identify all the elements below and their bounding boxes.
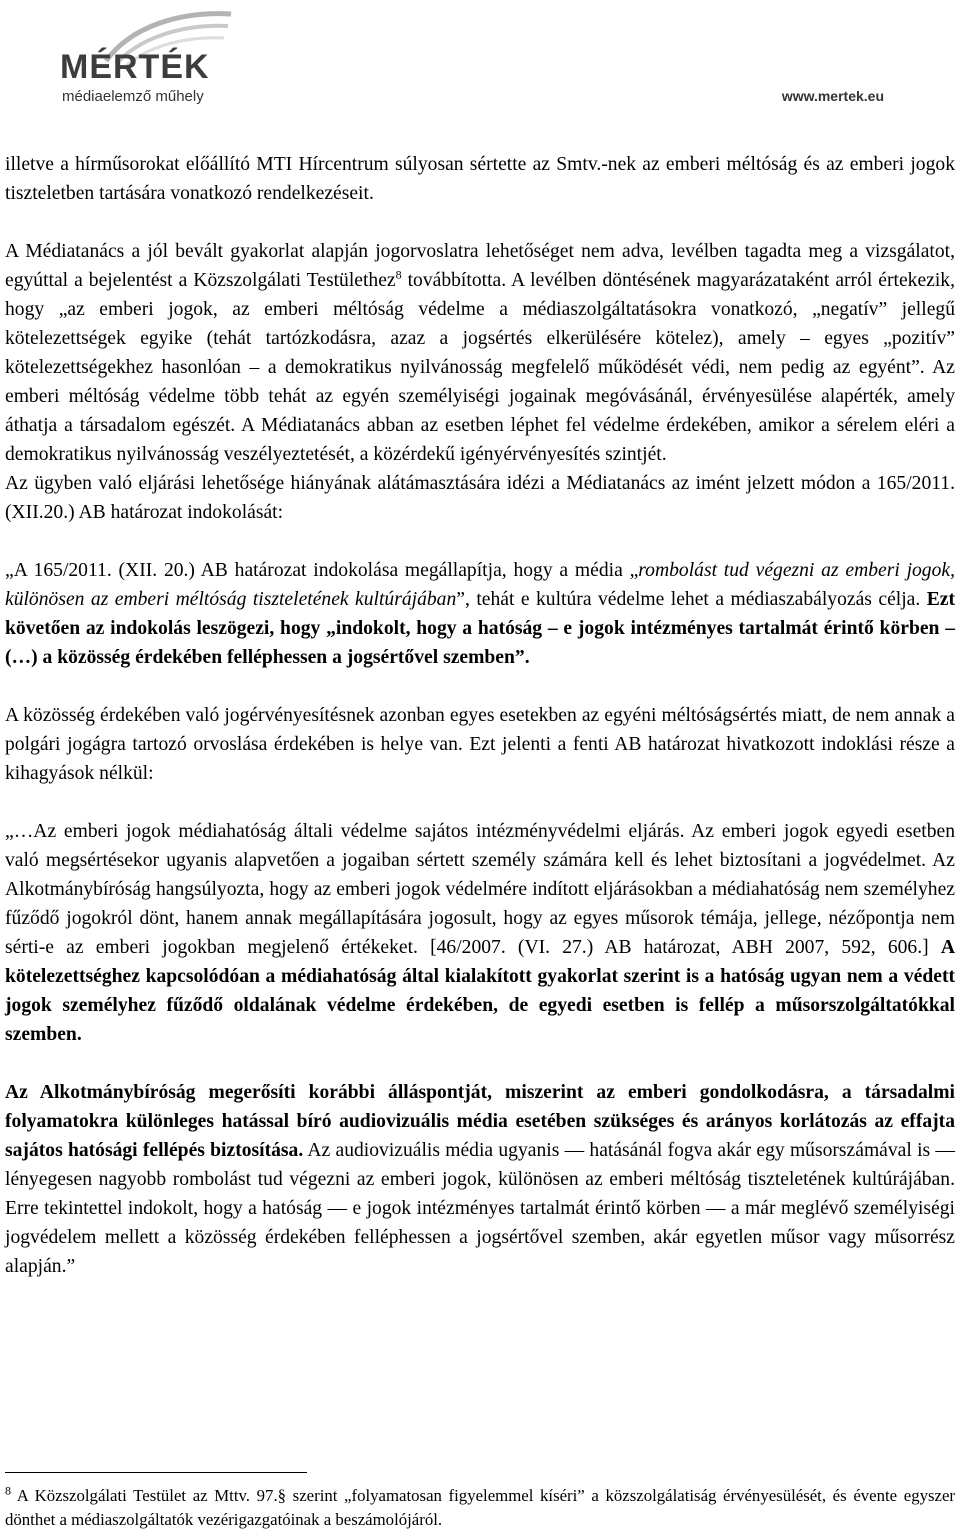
footnote-text: A Közszolgálati Testület az Mttv. 97.§ szerint „folyamatosan figyelemmel kíséri” a közszolgálatiság érvényesülését, és évente egyszer dönthet a médiaszolgáltatók vezérigazgatóinak a beszámolójáról. <box>5 1486 955 1529</box>
paragraph-7-text: Az audiovizuális média ugyanis — hatásánál fogva akár egy műsorszámával is — lényegesen nagyobb rombolást tud végezni az emberi jogok, különösen az emberi méltóság tiszteletének kultúrájában. Erre tekintettel indokolt, hogy a hatóság — e jogok intézményes tartalmát érintő körben — a már meglévő személyiségi jogvédelem mellett a közösség érdekében felléphessen a jogsértővel szemben, akár egyetlen műsor vagy műsorrész alapján.” <box>5 1140 955 1277</box>
paragraph-2 <box>5 237 955 469</box>
quote-2-text: „…Az emberi jogok médiahatóság általi védelme sajátos intézményvédelmi eljárás. Az emberi jogok egyedi esetben való megsértésekor ugyanis alapvetően a jogaiban sértett személy számára kell és lehet biztosítani a jogvédelmet. Az Alkotmánybíróság hangsúlyozta, hogy az emberi jogok védelmére indított eljárásokban a médiahatóság nem személyhez fűződő jogokról dönt, hanem annak megállapítására jogosult, hogy az egyes műsorok témája, jellege, nézőpontja nem sérti-e az emberi jogokban megjelenő értékeket. [46/2007. (VI. 27.) AB határozat, ABH 2007, 592, 606.] <box>5 821 955 958</box>
paragraph-7 <box>5 1078 955 1281</box>
paragraph-7-bold: Az Alkotmánybíróság megerősíti korábbi álláspontját, miszerint az emberi gondolkodásra, a társadalmi folyamatokra különleges hatással bíró audiovizuális média esetében szükséges és arányos korlátozás az effajta sajátos hatósági fellépés biztosítása. <box>5 1082 955 1161</box>
logo-tagline: médiaelemző műhely <box>62 88 204 105</box>
page-header <box>0 0 960 115</box>
logo-wordmark: MÉRTÉK <box>60 48 210 86</box>
quote-1-bold: Ezt követően az indokolás leszögezi, hogy „indokolt, hogy a hatóság – e jogok intézményes tartalmát érintő körben – (…) a közösség érdekében felléphessen a jogsértővel szemben”. <box>5 589 955 668</box>
quote-1-text-a: „A 165/2011. (XII. 20.) AB határozat indokolása megállapítja, hogy a média „ <box>5 560 639 581</box>
mertek-logo[interactable] <box>56 6 246 106</box>
quote-2-bold: A kötelezettséghez kapcsolódóan a médiahatóság által kialakított gyakorlat szerint is a hatóság ugyan nem a védett jogok személyhez fűződő oldalának védelme érdekében, de egyedi esetben is fellép a műsorszolgáltatókkal szemben. <box>5 937 955 1045</box>
quote-1-italic: rombolást tud végezni az emberi jogok, különösen az emberi méltóság tiszteletének kultúrájában <box>5 560 955 610</box>
paragraph-2-text-b: továbbította. A levélben döntésének magyarázataként arról értekezik, hogy „az emberi jogok, az emberi méltóság védelme a médiaszolgáltatásokra vonatkozó, „negatív” jellegű kötelezettségek egyike (tehát tartózkodásra, azaz a jogsértés elkerülésére kötelez), amely – egyes „pozitív” kötelezettségekhez hasonlóan – a demokratikus nyilvánosság megfelelő működését védi, nem pedig az egyént”. Az emberi méltóság védelme több tehát az egyén személyiségi jogainak megóvásánál, érvényesülése alapérték, amely áthatja a társadalom egészét. A Médiatanács abban az esetben léphet fel védelme érdekében, amikor a sérelem eléri a demokratikus nyilvánosság veszélyeztetését, a közérdekű igényérvényesítés szintjét. <box>5 270 955 465</box>
footnote-separator <box>5 1472 307 1473</box>
paragraph-5: A közösség érdekében való jogérvényesítésnek azonban egyes esetekben az egyéni méltóságsértés miatt, de nem annak a polgári jogágra tartozó orvoslása érdekében is helye van. Ezt jelenti a fenti AB határozat hivatkozott indoklási része a kihagyások nélkül: <box>5 705 955 784</box>
paragraph-quote-1 <box>5 556 955 672</box>
document-body <box>5 150 955 1281</box>
paragraph-1: illetve a hírműsorokat előállító MTI Hírcentrum súlyosan sértette az Smtv.-nek az emberi méltóság és az emberi jogok tiszteletben tartására vonatkozó rendelkezéseit. <box>5 154 955 204</box>
paragraph-2-text-a: A Médiatanács a jól bevált gyakorlat alapján jogorvoslatra lehetőséget nem adva, levélben tagadta meg a vizsgálatot, egyúttal a bejelentést a Közszolgálati Testülethez <box>5 241 955 291</box>
footnote-number: 8 <box>5 1483 11 1498</box>
footnote-8 <box>5 1484 955 1532</box>
quote-1-text-c: ”, tehát e kultúra védelme lehet a médiaszabályozás célja. <box>456 589 927 610</box>
site-url-link[interactable]: www.mertek.eu <box>781 88 884 104</box>
paragraph-3: Az ügyben való eljárási lehetősége hiányának alátámasztására idézi a Médiatanács az imént jelzett módon a 165/2011. (XII.20.) AB határozat indokolását: <box>5 473 955 523</box>
footnote-ref-8[interactable]: 8 <box>395 267 402 282</box>
paragraph-quote-2 <box>5 817 955 1049</box>
